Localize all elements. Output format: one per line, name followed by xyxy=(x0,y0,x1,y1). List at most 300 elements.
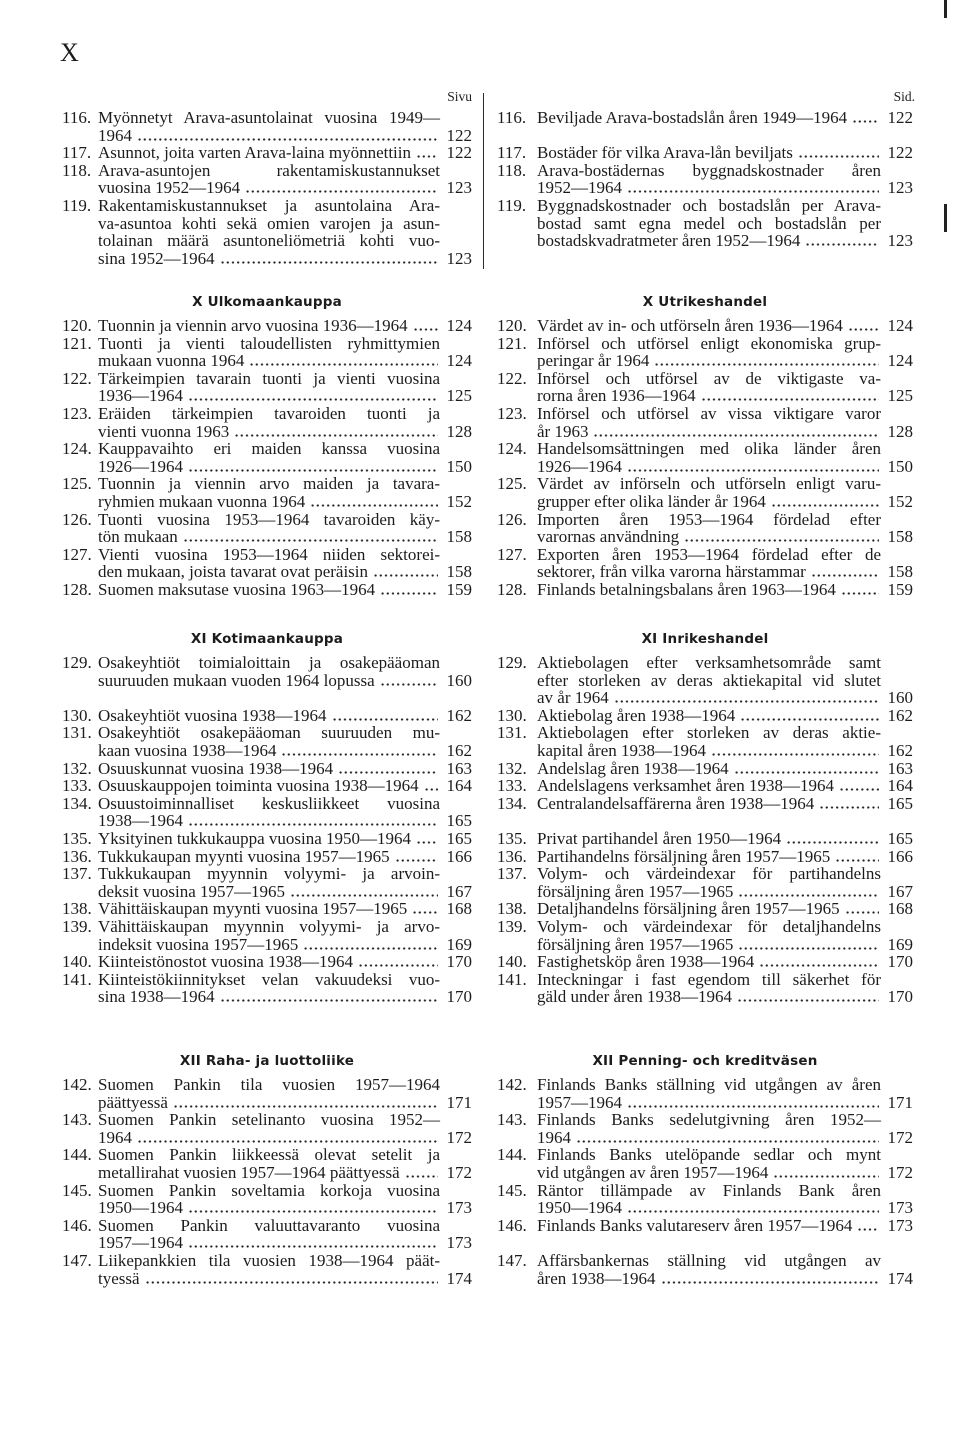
page-number: 162 xyxy=(446,705,472,725)
entry-text-line: Värdet av införseln och utförseln enligt varu- xyxy=(537,474,881,494)
entry-number: 147. xyxy=(62,1250,92,1270)
entry-text xyxy=(537,918,881,953)
entry-text xyxy=(537,546,881,581)
dot-leader xyxy=(759,964,879,967)
dot-leader xyxy=(738,947,879,950)
toc-row xyxy=(62,918,913,953)
page-number: 170 xyxy=(887,952,913,972)
entry-number: 134. xyxy=(497,793,527,813)
dot-leader xyxy=(188,823,438,826)
toc-entry-swedish xyxy=(497,830,913,848)
entry-number: 123. xyxy=(497,403,527,423)
page-number: 158 xyxy=(887,562,913,582)
entry-text-line: Importen åren 1953—1964 fördelad efter xyxy=(537,509,881,529)
entry-text-line xyxy=(537,883,881,901)
page-column-heading-left: Sivu xyxy=(447,89,472,104)
toc-entry-finnish xyxy=(62,162,472,197)
toc-row xyxy=(62,848,913,866)
toc-entry-swedish xyxy=(497,953,913,971)
toc-entry-finnish xyxy=(62,848,472,866)
dot-leader xyxy=(380,592,438,595)
entry-text-line: Kiinteistökiinnitykset velan vakuudeksi vuo- xyxy=(98,969,440,989)
page-number: 172 xyxy=(446,1127,472,1147)
toc-row xyxy=(62,1217,913,1252)
dot-leader xyxy=(332,718,438,721)
entry-text xyxy=(98,865,440,900)
entry-text xyxy=(537,370,881,405)
entry-number: 129. xyxy=(497,653,527,672)
toc-entry-finnish xyxy=(62,724,472,759)
toc-row xyxy=(62,795,913,830)
entry-text-last: tön mukaan xyxy=(98,527,178,547)
entry-text-line xyxy=(98,387,440,405)
dot-leader xyxy=(627,190,879,193)
dot-leader xyxy=(576,1140,879,1143)
page-number: 168 xyxy=(887,899,913,919)
entry-text-last: vid utgången av åren 1957—1964 xyxy=(537,1162,769,1182)
entry-text-line xyxy=(98,581,440,599)
toc-entry-swedish xyxy=(497,511,913,546)
toc-entry-swedish xyxy=(497,581,913,599)
page-number: 165 xyxy=(887,793,913,813)
entry-text-line xyxy=(98,707,440,725)
entry-text-line: Handelsomsättningen med olika länder åren xyxy=(537,439,881,459)
page-number: 173 xyxy=(887,1198,913,1218)
toc-entry-swedish xyxy=(497,317,913,335)
page-number: 173 xyxy=(446,1198,472,1218)
entry-text-last: Finlands Banks valutareserv åren 1957—1964 xyxy=(537,1215,853,1235)
entry-text-last: Bostäder för vilka Arava-lån beviljats xyxy=(537,143,793,163)
entry-text xyxy=(98,795,440,830)
entry-text xyxy=(537,581,881,599)
entry-text xyxy=(98,162,440,197)
entry-text-line: efter storleken av deras aktiekapital vid slutet xyxy=(537,670,881,690)
dot-leader xyxy=(373,574,438,577)
entry-number: 138. xyxy=(497,899,527,919)
dot-leader xyxy=(358,964,438,967)
page-number: 158 xyxy=(446,527,472,547)
dot-leader xyxy=(188,398,438,401)
entry-text xyxy=(537,971,881,1006)
entry-number: 132. xyxy=(62,758,92,778)
page-number: 152 xyxy=(887,491,913,511)
dot-leader xyxy=(424,788,438,791)
toc-entry-finnish xyxy=(62,144,472,162)
entry-text xyxy=(98,724,440,759)
entry-text xyxy=(98,707,440,725)
dot-leader xyxy=(701,398,879,401)
entry-number: 125. xyxy=(62,474,92,494)
page-number: 174 xyxy=(446,1268,472,1288)
toc-row xyxy=(62,511,913,546)
entry-text-line: Finlands Banks ställning vid utgången av åren xyxy=(537,1075,881,1094)
entry-text-line xyxy=(98,953,440,971)
page-number: 122 xyxy=(887,108,913,127)
page-number: 166 xyxy=(446,846,472,866)
entry-text-line xyxy=(98,900,440,918)
entry-text-line: Aktiebolagen efter verksamhetsområde samt xyxy=(537,653,881,672)
page-number: 122 xyxy=(887,143,913,163)
entry-number: 144. xyxy=(62,1145,92,1165)
entry-text-last: Detaljhandelns försäljning åren 1957—1965 xyxy=(537,899,840,919)
entry-text-last: åren 1938—1964 xyxy=(537,1268,656,1288)
entry-number: 126. xyxy=(62,509,92,529)
entry-text-line: Volym- och värdeindexar för detaljhandelns xyxy=(537,916,881,936)
toc-entry-swedish xyxy=(497,1076,913,1111)
section-heading-swedish: XII Penning- och kreditväsen xyxy=(592,1053,818,1069)
dot-leader xyxy=(245,190,438,193)
toc-entry-finnish xyxy=(62,654,472,689)
entry-text xyxy=(537,1076,881,1111)
entry-text-line xyxy=(98,144,440,162)
page-number: 128 xyxy=(887,421,913,441)
entry-text-line: Affärsbankernas ställning vid utgången av xyxy=(537,1250,881,1270)
entry-text-last: Andelslag åren 1938—1964 xyxy=(537,758,729,778)
page-number: 124 xyxy=(446,351,472,371)
toc-entry-finnish xyxy=(62,370,472,405)
dot-leader xyxy=(416,841,438,844)
page-number: 173 xyxy=(446,1233,472,1253)
dot-leader xyxy=(137,138,438,141)
toc-entry-finnish xyxy=(62,109,472,144)
page-number: 128 xyxy=(446,421,472,441)
entry-text-line xyxy=(537,742,881,760)
dot-leader xyxy=(805,243,879,246)
entry-text-line: Suomen Pankin valuuttavaranto vuosina xyxy=(98,1215,440,1235)
entry-number: 141. xyxy=(62,969,92,989)
entry-text-last: Osuuskunnat vuosina 1938—1964 xyxy=(98,758,334,778)
entry-text-last: mukaan vuonna 1964 xyxy=(98,351,245,371)
entry-text-line xyxy=(98,458,440,476)
entry-text-last: 1964 xyxy=(98,125,132,145)
entry-text xyxy=(537,1182,881,1217)
toc-row xyxy=(62,1146,913,1181)
toc-entry-finnish xyxy=(62,405,472,440)
entry-number: 120. xyxy=(497,316,527,335)
entry-text-line: Osuustoiminnalliset keskusliikkeet vuosina xyxy=(98,793,440,813)
page-number: 163 xyxy=(887,758,913,778)
entry-text-line: Tuonnin ja viennin arvo maiden ja tavara- xyxy=(98,474,440,494)
entry-text-last: Aktiebolag åren 1938—1964 xyxy=(537,705,736,725)
entry-text-line: Suomen Pankin tila vuosien 1957—1964 xyxy=(98,1075,440,1094)
entry-text-line xyxy=(537,317,881,335)
entry-text-line: Aktiebolagen efter storleken av deras aktie- xyxy=(537,723,881,743)
entry-text-last: 1964 xyxy=(98,1127,132,1147)
toc-entry-swedish xyxy=(497,1111,913,1146)
entry-text-line xyxy=(98,1129,440,1147)
section-heading-swedish: X Utrikeshandel xyxy=(642,294,768,310)
toc-row xyxy=(62,581,913,599)
entry-text xyxy=(98,777,440,795)
entry-text-line xyxy=(537,423,881,441)
scan-artifact xyxy=(944,204,947,232)
entry-text-line: Tuonti vuosina 1953—1964 tavaroiden käy- xyxy=(98,509,440,529)
dot-leader xyxy=(627,469,879,472)
entry-number: 131. xyxy=(62,723,92,743)
entry-number: 140. xyxy=(497,952,527,972)
entry-text-last: sektorer, från vilka varorna härstammar xyxy=(537,562,806,582)
entry-text-line: bostad samt egna medel och bostadslån per xyxy=(537,213,881,233)
toc-entry-finnish xyxy=(62,707,472,725)
toc-row xyxy=(62,370,913,405)
entry-text-last: indeksit vuosina 1957—1965 xyxy=(98,934,299,954)
entry-text-line xyxy=(537,528,881,546)
entry-text-line xyxy=(98,830,440,848)
entry-number: 123. xyxy=(62,403,92,423)
dot-leader xyxy=(845,911,879,914)
page-number: 173 xyxy=(887,1215,913,1235)
entry-text-last: grupper efter olika länder år 1964 xyxy=(537,491,766,511)
entry-text-last: ryhmien mukaan vuonna 1964 xyxy=(98,491,306,511)
entry-text xyxy=(98,440,440,475)
entry-text-line xyxy=(98,127,440,145)
entry-text-last: deksit vuosina 1957—1965 xyxy=(98,881,285,901)
page-number: 150 xyxy=(887,456,913,476)
toc-entry-swedish xyxy=(497,724,913,759)
toc-row xyxy=(62,162,913,197)
entry-text-last: Andelslagens verksamhet åren 1938—1964 xyxy=(537,776,834,796)
dot-leader xyxy=(798,155,879,158)
entry-text-line xyxy=(537,953,881,971)
entry-text xyxy=(98,830,440,848)
entry-number: 144. xyxy=(497,1145,527,1165)
page-number: 166 xyxy=(887,846,913,866)
page-number: 159 xyxy=(446,579,472,599)
toc-row xyxy=(62,440,913,475)
toc-entry-swedish xyxy=(497,1217,913,1235)
entry-text-line xyxy=(537,1094,881,1112)
entry-text-line xyxy=(98,563,440,581)
toc-entry-swedish xyxy=(497,197,913,250)
toc-entry-finnish xyxy=(62,953,472,971)
dot-leader xyxy=(654,363,879,366)
page-number: 169 xyxy=(446,934,472,954)
entry-text xyxy=(537,865,881,900)
entry-text-last: varornas användning xyxy=(537,527,680,547)
dot-leader xyxy=(627,1105,879,1108)
entry-text-line xyxy=(537,988,881,1006)
entry-text xyxy=(98,1182,440,1217)
entry-text-line: Osakeyhtiöt osakepääoman suuruuden mu- xyxy=(98,723,440,743)
dot-leader xyxy=(811,574,879,577)
entry-text-last: år 1963 xyxy=(537,421,589,441)
toc-entry-swedish xyxy=(497,440,913,475)
entry-number: 120. xyxy=(62,316,92,335)
entry-text-line xyxy=(537,179,881,197)
scan-artifact xyxy=(944,0,947,18)
entry-number: 136. xyxy=(497,846,527,866)
entry-number: 119. xyxy=(497,195,527,215)
toc-entry-finnish xyxy=(62,1111,472,1146)
entry-text-line xyxy=(537,144,881,162)
entry-text xyxy=(98,475,440,510)
toc-row xyxy=(62,1182,913,1217)
entry-text-line: Införsel och utförsel av vissa viktigare varor xyxy=(537,403,881,423)
entry-text-line xyxy=(98,1234,440,1252)
entry-number: 118. xyxy=(497,160,527,180)
entry-text-last: Finlands betalningsbalans åren 1963—1964 xyxy=(537,579,836,599)
entry-text-last: bostadskvadratmeter åren 1952—1964 xyxy=(537,231,801,251)
entry-text xyxy=(98,511,440,546)
entry-number: 122. xyxy=(497,368,527,388)
section-heading-finnish: XI Kotimaankauppa xyxy=(190,631,344,647)
toc-row xyxy=(62,707,913,725)
entry-number: 133. xyxy=(497,776,527,796)
toc-entry-swedish xyxy=(497,162,913,197)
dot-leader xyxy=(220,999,438,1002)
page-number: 164 xyxy=(446,776,472,796)
entry-text-line xyxy=(98,1094,440,1112)
toc-entry-finnish xyxy=(62,777,472,795)
entry-text-last: metallirahat vuosien 1957—1964 päättyessä xyxy=(98,1162,400,1182)
entry-text-line: Osakeyhtiöt toimialoittain ja osakepääoman xyxy=(98,653,440,672)
entry-text-line xyxy=(98,528,440,546)
entry-text-line xyxy=(537,689,881,707)
page-number: 122 xyxy=(446,125,472,145)
dot-leader xyxy=(188,1245,438,1248)
entry-text-line xyxy=(537,387,881,405)
entry-text xyxy=(537,654,881,707)
entry-number: 143. xyxy=(62,1110,92,1130)
entry-number: 138. xyxy=(62,899,92,919)
dot-leader xyxy=(137,1140,438,1143)
toc-row xyxy=(62,654,913,707)
entry-text-last: försäljning åren 1957—1965 xyxy=(537,934,734,954)
entry-text-last: kapital åren 1938—1964 xyxy=(537,740,707,760)
toc-entry-swedish xyxy=(497,405,913,440)
entry-text xyxy=(98,581,440,599)
entry-text xyxy=(98,654,440,689)
entry-text xyxy=(98,1111,440,1146)
entry-text-line xyxy=(98,883,440,901)
toc-entry-swedish xyxy=(497,760,913,778)
entry-text xyxy=(98,1252,440,1287)
page-number: 174 xyxy=(887,1268,913,1288)
page-number: 164 xyxy=(887,776,913,796)
entry-text xyxy=(98,1146,440,1181)
entry-number: 132. xyxy=(497,758,527,778)
page-number: 167 xyxy=(446,881,472,901)
toc-row xyxy=(62,335,913,370)
toc-entry-swedish xyxy=(497,900,913,918)
entry-text xyxy=(537,197,881,250)
page-number: 122 xyxy=(446,143,472,163)
entry-text-last: gäld under åren 1938—1964 xyxy=(537,987,732,1007)
entry-text-last: 1926—1964 xyxy=(537,456,622,476)
dot-leader xyxy=(220,261,438,264)
dot-leader xyxy=(183,539,438,542)
entry-number: 140. xyxy=(62,952,92,972)
toc-row xyxy=(62,865,913,900)
entry-text xyxy=(537,475,881,510)
dot-leader xyxy=(627,1210,879,1213)
entry-text-line xyxy=(537,900,881,918)
page-number: 162 xyxy=(887,740,913,760)
page-marker: X xyxy=(60,38,79,67)
page-number: 125 xyxy=(887,386,913,406)
toc-row xyxy=(62,109,913,144)
entry-text xyxy=(98,848,440,866)
entry-number: 130. xyxy=(497,705,527,725)
entry-number: 117. xyxy=(62,143,92,163)
entry-text-line: Eräiden tärkeimpien tavaroiden tuonti ja xyxy=(98,403,440,423)
entry-text xyxy=(537,317,881,335)
page-number: 171 xyxy=(887,1092,913,1112)
toc-entry-swedish xyxy=(497,918,913,953)
entry-text xyxy=(98,335,440,370)
section-heading-swedish: XI Inrikeshandel xyxy=(641,631,769,647)
page-number: 165 xyxy=(887,828,913,848)
entry-text-line xyxy=(98,179,440,197)
toc-entry-finnish xyxy=(62,1182,472,1217)
page-number: 150 xyxy=(446,456,472,476)
page-number: 170 xyxy=(446,987,472,1007)
toc-row xyxy=(62,475,913,510)
toc-entry-finnish xyxy=(62,795,472,830)
entry-text-line: Exporten åren 1953—1964 fördelad efter de xyxy=(537,544,881,564)
entry-text-last: 1964 xyxy=(537,1127,571,1147)
entry-text-last: försäljning åren 1957—1965 xyxy=(537,881,734,901)
entry-text-line xyxy=(537,848,881,866)
page-number: 152 xyxy=(446,491,472,511)
entry-text-last: päättyessä xyxy=(98,1092,168,1112)
entry-text-last: Beviljade Arava-bostadslån åren 1949—1964 xyxy=(537,108,848,127)
entry-text-last: 1936—1964 xyxy=(98,386,183,406)
entry-text-line: Tärkeimpien tavarain tuonti ja vienti vuosina xyxy=(98,368,440,388)
page-number: 160 xyxy=(446,670,472,690)
toc-entry-finnish xyxy=(62,511,472,546)
entry-text-line: Myönnetyt Arava-asuntolainat vuosina 1949— xyxy=(98,108,440,127)
entry-number: 145. xyxy=(497,1180,527,1200)
entry-text-line: Vähittäiskaupan myynnin volyymi- ja arvo- xyxy=(98,916,440,936)
toc-entry-finnish xyxy=(62,1146,472,1181)
toc-entry-swedish xyxy=(497,144,913,162)
page-number: 170 xyxy=(887,987,913,1007)
entry-text xyxy=(98,900,440,918)
entry-text-line: Införsel och utförsel enligt ekonomiska grup- xyxy=(537,333,881,353)
entry-number: 136. xyxy=(62,846,92,866)
entry-text-line xyxy=(98,672,440,690)
dot-leader xyxy=(145,1281,438,1284)
toc-row xyxy=(62,1076,913,1111)
entry-text-line xyxy=(537,760,881,778)
entry-number: 139. xyxy=(62,916,92,936)
entry-number: 119. xyxy=(62,195,92,215)
toc-entry-finnish xyxy=(62,900,472,918)
dot-leader xyxy=(234,434,438,437)
toc-entry-swedish xyxy=(497,475,913,510)
toc-entry-swedish xyxy=(497,1182,913,1217)
toc-entry-finnish xyxy=(62,440,472,475)
entry-text-line xyxy=(537,1270,881,1288)
toc-entry-swedish xyxy=(497,370,913,405)
entry-text-line: Tukkukaupan myynnin volyymi- ja arvoin- xyxy=(98,864,440,884)
dot-leader xyxy=(173,1105,438,1108)
entry-text-line xyxy=(98,760,440,778)
dot-leader xyxy=(771,504,879,507)
toc-entry-swedish xyxy=(497,1252,913,1287)
dot-leader xyxy=(684,539,879,542)
entry-text-line: Suomen Pankin soveltamia korkoja vuosina xyxy=(98,1180,440,1200)
toc-row xyxy=(62,1252,913,1287)
entry-text-line xyxy=(537,1164,881,1182)
entry-text-line xyxy=(98,423,440,441)
entry-text-line xyxy=(537,777,881,795)
entry-text-line xyxy=(98,812,440,830)
entry-text-last: 1952—1964 xyxy=(537,178,622,198)
entry-text xyxy=(537,144,881,162)
entry-text-line: Suomen Pankin setelinanto vuosina 1952— xyxy=(98,1110,440,1130)
